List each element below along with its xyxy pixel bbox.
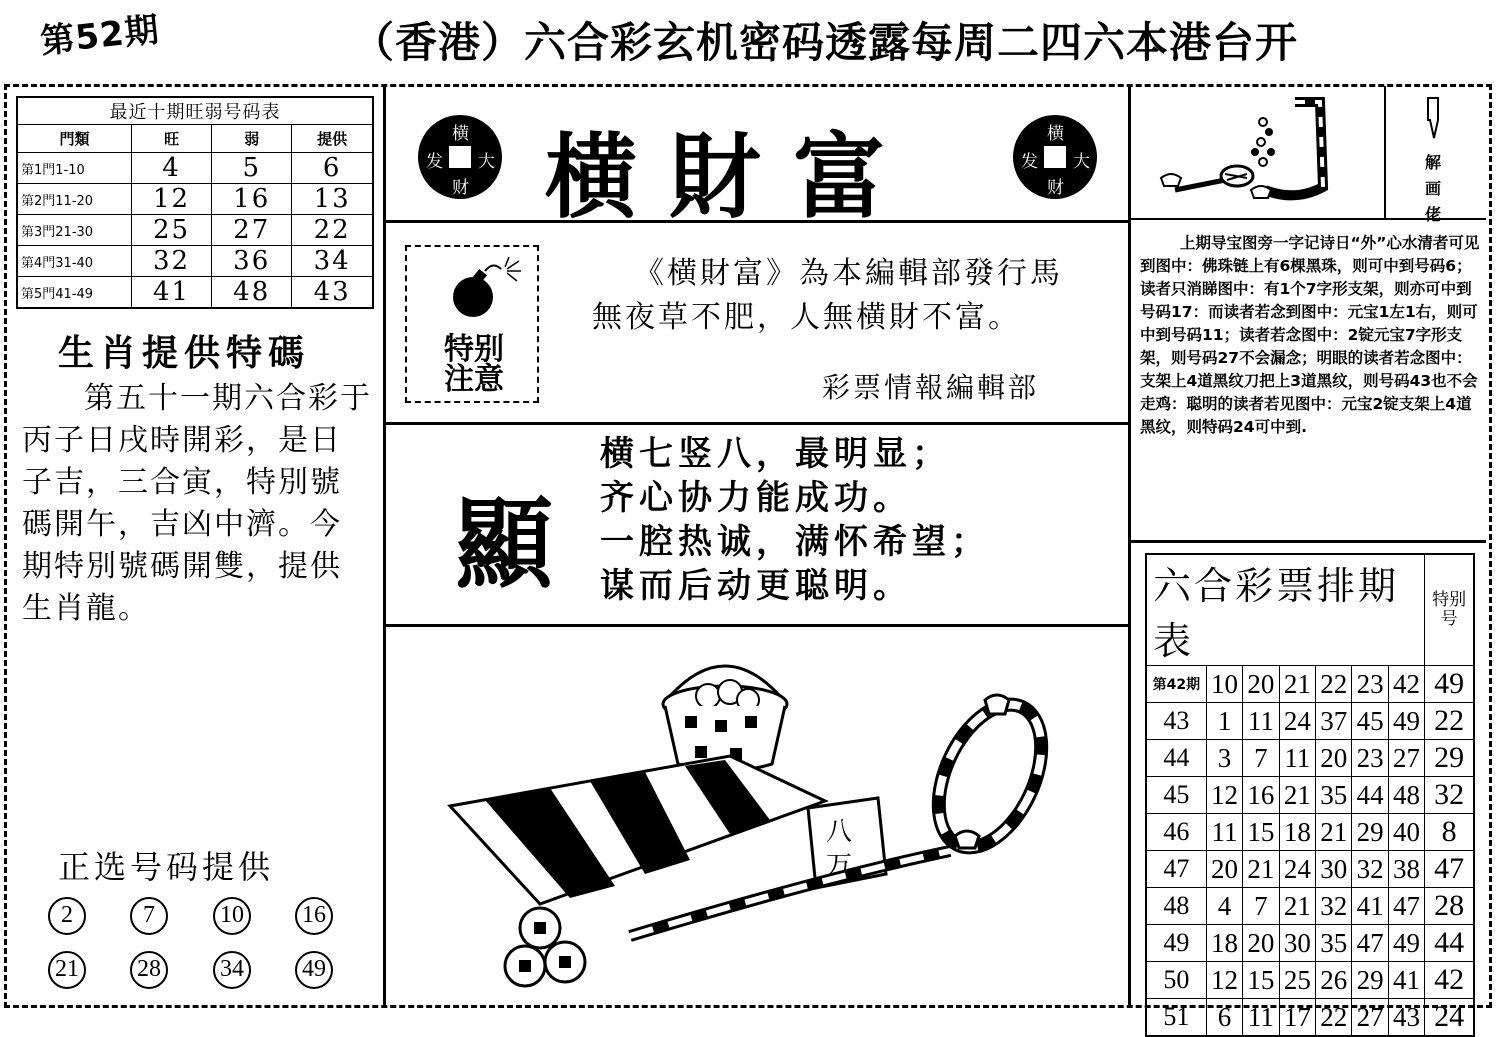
table-row — [17, 215, 373, 246]
table-row — [17, 246, 373, 277]
offer-number: 22 — [292, 215, 373, 246]
bracket-icon — [1265, 102, 1323, 195]
pick-ball: 21 — [48, 951, 86, 989]
zodiac-heading: 生肖提供特碼 — [58, 333, 311, 374]
number-cell: 16 — [1243, 777, 1279, 814]
table-row — [1146, 703, 1474, 740]
issue-number: 第52期 — [38, 9, 162, 63]
strong-number: 25 — [132, 215, 212, 246]
number-cell: 45 — [1352, 703, 1388, 740]
issue-cell: 45 — [1146, 777, 1206, 814]
number-cell: 20 — [1206, 851, 1242, 888]
table-row — [17, 277, 373, 309]
stick — [630, 851, 950, 936]
special-number-cell: 8 — [1425, 814, 1474, 851]
pick-ball: 34 — [213, 951, 251, 989]
side-label-char: 解 — [1424, 153, 1441, 172]
strong-number: 4 — [132, 153, 212, 184]
number-cell: 21 — [1279, 777, 1315, 814]
strong-number: 32 — [132, 246, 212, 277]
number-cell: 11 — [1206, 814, 1242, 851]
strong-number: 41 — [132, 277, 212, 309]
number-cell: 21 — [1279, 666, 1315, 703]
fruit-basket-icon — [663, 666, 787, 771]
number-cell: 41 — [1352, 888, 1388, 925]
number-cell: 15 — [1243, 962, 1279, 999]
coin-char: 横 — [452, 124, 469, 144]
number-cell: 27 — [1352, 999, 1388, 1037]
table-row — [1146, 851, 1474, 888]
group-label: 第3門21-30 — [17, 215, 132, 246]
group-label: 第1門1-10 — [17, 153, 132, 184]
zodiac-text: 第五十一期六合彩于丙子日戌時開彩，是日子吉，三合寅，特別號碼開午，吉凶中濟。今期特別號碼開雙，提供生肖龍。 — [22, 381, 372, 626]
number-cell: 11 — [1243, 703, 1279, 740]
bomb-icon — [445, 257, 525, 327]
number-cell: 23 — [1352, 740, 1388, 777]
number-cell: 21 — [1243, 851, 1279, 888]
issue-cell: 46 — [1146, 814, 1206, 851]
pointing-hand-icon — [1422, 96, 1442, 140]
weak-number: 5 — [212, 153, 292, 184]
special-number-cell: 42 — [1425, 962, 1474, 999]
number-cell: 15 — [1243, 814, 1279, 851]
pick-ball: 16 — [295, 897, 333, 935]
table-row — [1146, 999, 1474, 1037]
number-cell: 48 — [1388, 777, 1424, 814]
number-cell: 18 — [1206, 925, 1242, 962]
number-cell: 41 — [1388, 962, 1424, 999]
number-cell: 22 — [1316, 999, 1352, 1037]
poem-line: 齐心协力能成功。 — [600, 478, 912, 518]
number-cell: 11 — [1279, 740, 1315, 777]
notice-signature: 彩票情報編輯部 — [822, 371, 1040, 404]
issue-cell: 44 — [1146, 740, 1206, 777]
special-number-cell: 44 — [1425, 925, 1474, 962]
coin-char: 发 — [1021, 152, 1038, 172]
notice-divider — [386, 422, 1128, 425]
number-cell: 20 — [1243, 666, 1279, 703]
striped-mat — [450, 756, 825, 904]
riddle-text: 上期导宝图旁一字记诗日“外”心水清者可见到图中：佛珠链上有6棵黑珠，则可中到号码6；读者只消睇图中：有1个7字形支架，则亦可中到号码17：而读者若念到图中：元宝1左1右，则可中到号码11；读者若念图中：2锭元宝7字形支架，则号码27不会漏念；明眼的读者若念图中：支架上4道黑纹刀把上3道黑纹，则号码43也不会走鸡：聪明的读者若见图中：元宝2锭支架上4道黑纹，则特码24可中到. — [1140, 234, 1480, 436]
bracelet-icon — [918, 689, 1062, 864]
number-cell: 11 — [1243, 999, 1279, 1037]
right-divider — [1128, 86, 1131, 1006]
weak-number: 16 — [212, 184, 292, 215]
table-row — [1146, 888, 1474, 925]
coin-char: 财 — [452, 178, 469, 198]
weak-number: 48 — [212, 277, 292, 309]
coin-icon — [418, 115, 502, 199]
group-label: 第2門11-20 — [17, 184, 132, 215]
riddle-picture — [1145, 92, 1377, 210]
number-cell: 21 — [1279, 888, 1315, 925]
number-cell: 27 — [1388, 740, 1424, 777]
number-cell: 26 — [1316, 962, 1352, 999]
strong-number: 12 — [132, 184, 212, 215]
picks-heading: 正选号码提供 — [58, 848, 275, 886]
number-cell: 12 — [1206, 777, 1242, 814]
number-cell: 1 — [1206, 703, 1242, 740]
special-number-cell: 28 — [1425, 888, 1474, 925]
poem-line: 一腔热诚，满怀希望； — [600, 522, 990, 562]
number-cell: 49 — [1388, 703, 1424, 740]
big-character: 顯 — [455, 487, 554, 602]
table-row — [1146, 962, 1474, 999]
riddle-bottom-divider — [1131, 540, 1486, 543]
coin-char: 财 — [1047, 178, 1064, 198]
pick-ball: 28 — [130, 951, 168, 989]
number-cell: 18 — [1279, 814, 1315, 851]
coin-char: 发 — [426, 152, 443, 172]
number-cell: 4 — [1206, 888, 1242, 925]
number-cell: 21 — [1316, 814, 1352, 851]
coin-char: 横 — [1047, 124, 1064, 144]
number-cell: 40 — [1388, 814, 1424, 851]
issue-cell: 第42期 — [1146, 666, 1206, 703]
poem-line: 横七竖八，最明显； — [600, 434, 951, 474]
number-cell: 42 — [1388, 666, 1424, 703]
notice-label — [407, 332, 541, 397]
number-cell: 25 — [1279, 962, 1315, 999]
special-number-cell: 32 — [1425, 777, 1474, 814]
special-number-cell: 24 — [1425, 999, 1474, 1037]
issue-cell: 43 — [1146, 703, 1206, 740]
number-cell: 47 — [1388, 888, 1424, 925]
number-cell: 12 — [1206, 962, 1242, 999]
beads-icon — [1251, 118, 1275, 166]
draw-table — [1145, 553, 1475, 1037]
knife-icon — [1175, 166, 1253, 190]
number-cell: 17 — [1279, 999, 1315, 1037]
special-header: 特别号 — [1425, 554, 1474, 666]
group-label: 第5門41-49 — [17, 277, 132, 309]
table-row — [1146, 740, 1474, 777]
column-header: 旺 — [132, 125, 212, 153]
weak-number: 27 — [212, 215, 292, 246]
number-cell: 32 — [1352, 851, 1388, 888]
number-cell: 35 — [1316, 777, 1352, 814]
notice-box — [405, 245, 539, 403]
coin-char: 大 — [478, 152, 495, 172]
table-row — [1146, 814, 1474, 851]
issue-cell: 48 — [1146, 888, 1206, 925]
side-label-char: 画 — [1424, 179, 1441, 198]
issue-cell: 50 — [1146, 962, 1206, 999]
column-header: 門類 — [17, 125, 132, 153]
strength-table — [16, 96, 374, 309]
issue-cell: 51 — [1146, 999, 1206, 1037]
number-cell: 24 — [1279, 703, 1315, 740]
poem — [600, 432, 990, 608]
strength-table-caption: 最近十期旺弱号码表 — [17, 97, 373, 125]
notice-label-line: 注意 — [444, 362, 504, 397]
number-cell: 38 — [1388, 851, 1424, 888]
offer-number: 43 — [292, 277, 373, 309]
weak-number: 36 — [212, 246, 292, 277]
table-row — [1146, 666, 1474, 703]
pick-ball: 10 — [213, 897, 251, 935]
pick-ball: 7 — [130, 897, 168, 935]
number-cell: 30 — [1279, 925, 1315, 962]
group-label: 第4門31-40 — [17, 246, 132, 277]
pick-ball: 2 — [48, 897, 86, 935]
ingot-icon — [1161, 174, 1271, 198]
special-number-cell: 22 — [1425, 703, 1474, 740]
table-row — [1146, 925, 1474, 962]
number-cell: 29 — [1352, 962, 1388, 999]
poem-line: 谋而后动更聪明。 — [600, 566, 912, 606]
number-cell: 7 — [1243, 740, 1279, 777]
offer-number: 34 — [292, 246, 373, 277]
number-cell: 47 — [1352, 925, 1388, 962]
issue-cell: 49 — [1146, 925, 1206, 962]
number-cell: 44 — [1352, 777, 1388, 814]
number-cell: 43 — [1388, 999, 1424, 1037]
number-cell: 3 — [1206, 740, 1242, 777]
illustration — [430, 636, 1070, 996]
number-cell: 35 — [1316, 925, 1352, 962]
draw-table-title: 六合彩票排期表 — [1146, 554, 1425, 666]
number-cell: 32 — [1316, 888, 1352, 925]
issue-cell: 47 — [1146, 851, 1206, 888]
page-title: （香港）六合彩玄机密码透露每周二四六本港台开 — [352, 18, 1299, 67]
notice-label-line: 特别 — [444, 332, 504, 367]
column-header: 弱 — [212, 125, 292, 153]
special-number-cell: 47 — [1425, 851, 1474, 888]
riddle-picture-divider — [1384, 86, 1386, 218]
tile-label: 万 — [826, 851, 853, 881]
offer-number: 6 — [292, 153, 373, 184]
number-cell: 24 — [1279, 851, 1315, 888]
number-cell: 6 — [1206, 999, 1242, 1037]
number-cell: 37 — [1316, 703, 1352, 740]
coin-char: 大 — [1073, 152, 1090, 172]
riddle-side-label — [1418, 150, 1448, 228]
pick-ball: 49 — [295, 951, 333, 989]
left-divider — [383, 86, 386, 1006]
masthead-title: 横財富 — [545, 123, 918, 231]
special-number-cell: 29 — [1425, 740, 1474, 777]
number-cell: 30 — [1316, 851, 1352, 888]
number-cell: 7 — [1243, 888, 1279, 925]
table-row — [17, 184, 373, 215]
column-header: 提供 — [292, 125, 373, 153]
number-cell: 23 — [1352, 666, 1388, 703]
offer-number: 13 — [292, 184, 373, 215]
number-cell: 49 — [1388, 925, 1424, 962]
table-row — [17, 153, 373, 184]
number-cell: 20 — [1316, 740, 1352, 777]
coin-icon — [1013, 115, 1097, 199]
number-cell: 10 — [1206, 666, 1242, 703]
number-cell: 20 — [1243, 925, 1279, 962]
poem-divider — [386, 624, 1128, 627]
number-cell: 22 — [1316, 666, 1352, 703]
special-number-cell: 49 — [1425, 666, 1474, 703]
notice-text: 《横財富》為本編輯部發行馬無夜草不肥，人無横財不富。 — [592, 256, 1063, 335]
coins-icon — [505, 908, 585, 986]
side-label-char: 佬 — [1424, 205, 1441, 224]
number-cell: 29 — [1352, 814, 1388, 851]
table-row — [1146, 777, 1474, 814]
tile-label: 八 — [826, 817, 853, 847]
